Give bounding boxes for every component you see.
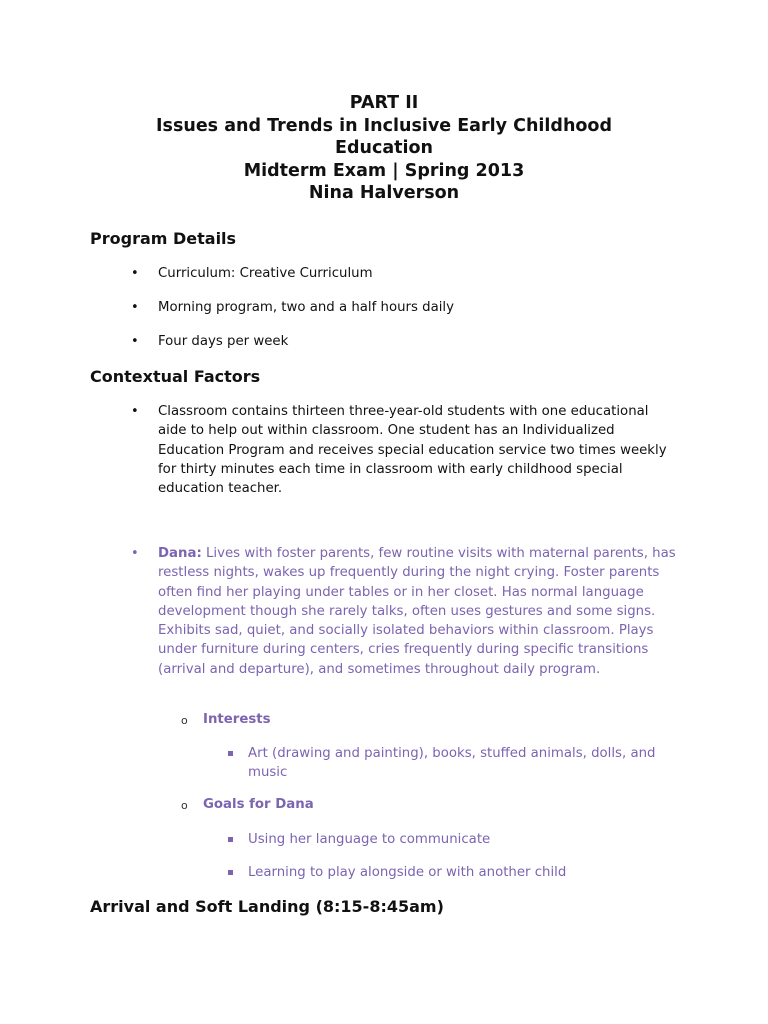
title-exam: Midterm Exam | Spring 2013 <box>243 160 525 181</box>
heading-program-details: Program Details <box>90 229 237 248</box>
document-title <box>0 92 768 205</box>
dana-text: Lives with foster parents, few routine visits with maternal parents, has restless nights, wakes up frequently during the night crying. Foster parents often find her playing under tables or in her closet. Has normal language development though she rarely talks, often uses gestures and some signs. Exhibits sad, quiet, and socially isolated behaviors within classroom. Plays under furniture during centers, cries frequently during specific transitions (arrival and departure), and sometimes throughout daily program. <box>158 546 676 677</box>
program-detail-item: • Four days per week <box>158 332 678 351</box>
program-detail-item: • Curriculum: Creative Curriculum <box>158 264 678 283</box>
program-detail-item: • Morning program, two and a half hours daily <box>158 298 678 317</box>
contextual-factors-paragraph: • Classroom contains thirteen three-year-old students with one educational aide to help out within classroom. One student has an Individualized Education Program and receives special education service two times weekly for thirty minutes each time in classroom with early childhood special education teacher. <box>158 402 680 498</box>
heading-arrival: Arrival and Soft Landing (8:15-8:45am) <box>90 897 444 916</box>
title-author: Nina Halverson <box>308 183 460 203</box>
goal-item: Using her language to communicate <box>248 830 688 849</box>
dana-description <box>158 544 680 679</box>
goals-heading: o Goals for Dana <box>203 795 314 814</box>
dana-label: Dana: <box>158 546 202 561</box>
interests-heading: o Interests <box>203 710 271 729</box>
title-course-line-2: Education <box>335 138 433 158</box>
goal-item: Learning to play alongside or with another child <box>248 863 688 882</box>
interest-item: Art (drawing and painting), books, stuffed animals, dolls, and music <box>248 744 688 783</box>
heading-contextual-factors: Contextual Factors <box>90 367 261 386</box>
title-part: PART II <box>349 93 419 113</box>
title-course-line-1: Issues and Trends in Inclusive Early Childhood <box>156 115 612 136</box>
